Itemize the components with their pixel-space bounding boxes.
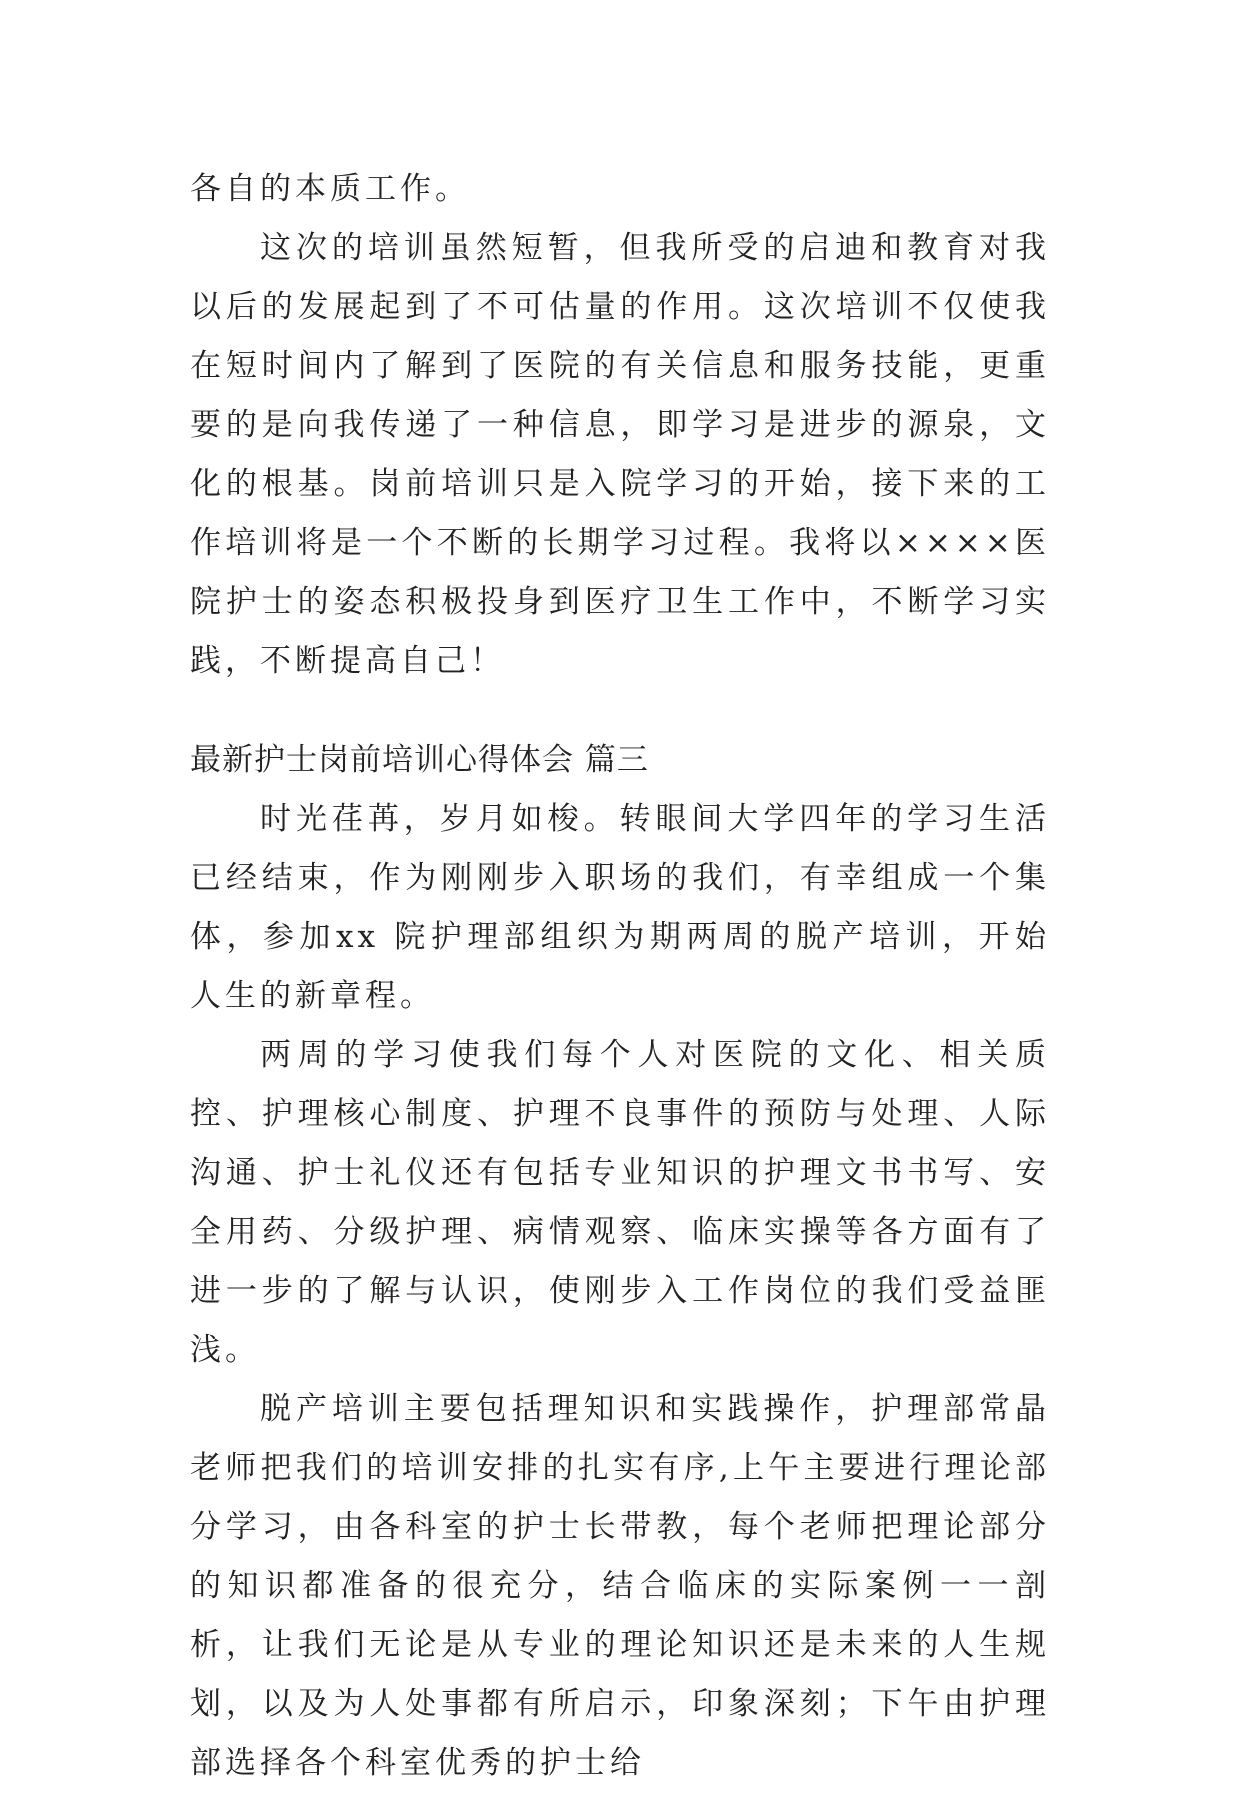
section-spacer xyxy=(190,691,1050,731)
paragraph-continuation: 各自的本质工作。 xyxy=(190,171,470,207)
paragraph-training-reflection: 这次的培训虽然短暂，但我所受的启迪和教育对我以后的发展起到了不可估量的作用。这次培训不仅使我在短时间内了解到了医院的有关信息和服务技能，更重要的是向我传递了一种信息，即学习是进步的源泉，文化的根基。岗前培训只是入院学习的开始，接下来的工作培训将是一个不断的长期学习过程。我将以××××医院护士的姿态积极投身到医疗卫生工作中，不断学习实践，不断提高自己！ xyxy=(190,230,1050,679)
paragraph-two-weeks: 两周的学习使我们每个人对医院的文化、相关质控、护理核心制度、护理不良事件的预防与处理、人际沟通、护士礼仪还有包括专业知识的护理文书书写、安全用药、分级护理、病情观察、临床实操等各方面有了进一步的了解与认识，使刚步入工作岗位的我们受益匪浅。 xyxy=(190,1037,1050,1368)
paragraph-training-content: 脱产培训主要包括理知识和实践操作，护理部常晶老师把我们的培训安排的扎实有序,上午主要进行理论部分学习，由各科室的护士长带教，每个老师把理论部分的知识都准备的很充分，结合临床的实际案例一一剖析，让我们无论是从专业的理论知识还是未来的人生规划，以及为人处事都有所启示，印象深刻；下午由护理部选择各个科室优秀的护士给 xyxy=(190,1391,1050,1781)
document-body xyxy=(190,160,1050,1793)
section-heading: 最新护士岗前培训心得体会 篇三 xyxy=(190,742,649,778)
paragraph-intro: 时光荏苒，岁月如梭。转眼间大学四年的学习生活已经结束，作为刚刚步入职场的我们，有幸组成一个集体，参加xx 院护理部组织为期两周的脱产培训，开始人生的新章程。 xyxy=(190,801,1050,1014)
